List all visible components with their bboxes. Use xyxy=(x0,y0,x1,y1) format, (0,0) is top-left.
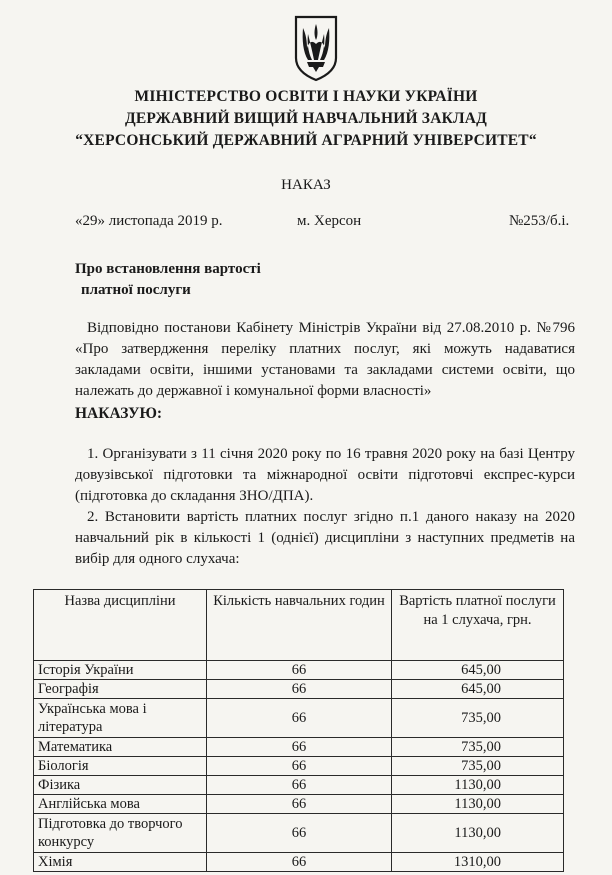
price-cell: 1130,00 xyxy=(392,814,564,853)
col-header-price: Вартість платної послуги на 1 слухача, грн. xyxy=(392,590,564,661)
table-row xyxy=(34,853,564,872)
discipline-cell: Історія України xyxy=(34,661,207,680)
institution-header xyxy=(0,86,612,152)
col-header-discipline: Назва дисципліни xyxy=(34,590,207,661)
price-cell: 735,00 xyxy=(392,699,564,738)
col-header-hours: Кількість навчальних годин xyxy=(207,590,392,661)
discipline-cell: Хімія xyxy=(34,853,207,872)
order-item-1 xyxy=(75,444,575,507)
discipline-cell: Підготовка до творчого конкурсу xyxy=(34,814,207,853)
table-header-row xyxy=(34,590,564,661)
order-item-2 xyxy=(75,507,575,570)
hours-cell: 66 xyxy=(207,661,392,680)
hours-cell: 66 xyxy=(207,757,392,776)
order-heading: НАКАЗУЮ: xyxy=(75,405,163,422)
table-row xyxy=(34,680,564,699)
hours-cell: 66 xyxy=(207,776,392,795)
hours-cell: 66 xyxy=(207,814,392,853)
hours-cell: 66 xyxy=(207,680,392,699)
header-line-university: “ХЕРСОНСЬКИЙ ДЕРЖАВНИЙ АГРАРНИЙ УНІВЕРСИТЕТ“ xyxy=(75,132,537,149)
price-cell: 645,00 xyxy=(392,661,564,680)
price-cell: 645,00 xyxy=(392,680,564,699)
subject-line-2: платної послуги xyxy=(81,282,191,298)
preamble xyxy=(75,318,575,402)
price-cell: 1130,00 xyxy=(392,795,564,814)
order-item-1-text: 1. Організувати з 11 січня 2020 року по 16 травня 2020 року на базі Центру довузівської підготовки та міжнародної освіти підготовчі експрес-курси (підготовка до складання ЗНО/ДПА). xyxy=(75,446,575,504)
table-row xyxy=(34,757,564,776)
document-type: НАКАЗ xyxy=(281,177,331,193)
ukraine-coat-of-arms-icon xyxy=(293,14,339,82)
order-date: «29» листопада 2019 р. xyxy=(75,213,223,229)
order-item-2-text: 2. Встановити вартість платних послуг згідно п.1 даного наказу на 2020 навчальний рік в кількості 1 (однієї) дисципліни з наступних предметів на вибір для одного слухача: xyxy=(75,509,575,567)
discipline-cell: Географія xyxy=(34,680,207,699)
fees-table xyxy=(33,589,564,872)
discipline-cell: Українська мова і література xyxy=(34,699,207,738)
preamble-text: Відповідно постанови Кабінету Міністрів України від 27.08.2010 р. №796 «Про затвердження переліку платних послуг, які можуть надаватися закладами освіти, іншими установами та закладами системи освіти, що належать до державної і комунальної форми власності» xyxy=(75,320,575,399)
price-cell: 735,00 xyxy=(392,738,564,757)
table-row xyxy=(34,795,564,814)
hours-cell: 66 xyxy=(207,699,392,738)
table-row xyxy=(34,661,564,680)
price-cell: 1130,00 xyxy=(392,776,564,795)
header-line-institution-type: ДЕРЖАВНИЙ ВИЩИЙ НАВЧАЛЬНИЙ ЗАКЛАД xyxy=(124,110,488,127)
hours-cell: 66 xyxy=(207,795,392,814)
table-row xyxy=(34,738,564,757)
discipline-cell: Біологія xyxy=(34,757,207,776)
order-place: м. Херсон xyxy=(297,213,362,229)
order-subject xyxy=(75,259,261,301)
discipline-cell: Англійська мова xyxy=(34,795,207,814)
table-row xyxy=(34,814,564,853)
discipline-cell: Математика xyxy=(34,738,207,757)
table-row xyxy=(34,699,564,738)
discipline-cell: Фізика xyxy=(34,776,207,795)
hours-cell: 66 xyxy=(207,738,392,757)
price-cell: 735,00 xyxy=(392,757,564,776)
header-line-ministry: МІНІСТЕРСТВО ОСВІТИ І НАУКИ УКРАЇНИ xyxy=(134,88,478,105)
table-row xyxy=(34,776,564,795)
order-number: №253/б.і. xyxy=(509,213,570,229)
subject-line-1: Про встановлення вартості xyxy=(75,261,261,277)
price-cell: 1310,00 xyxy=(392,853,564,872)
hours-cell: 66 xyxy=(207,853,392,872)
